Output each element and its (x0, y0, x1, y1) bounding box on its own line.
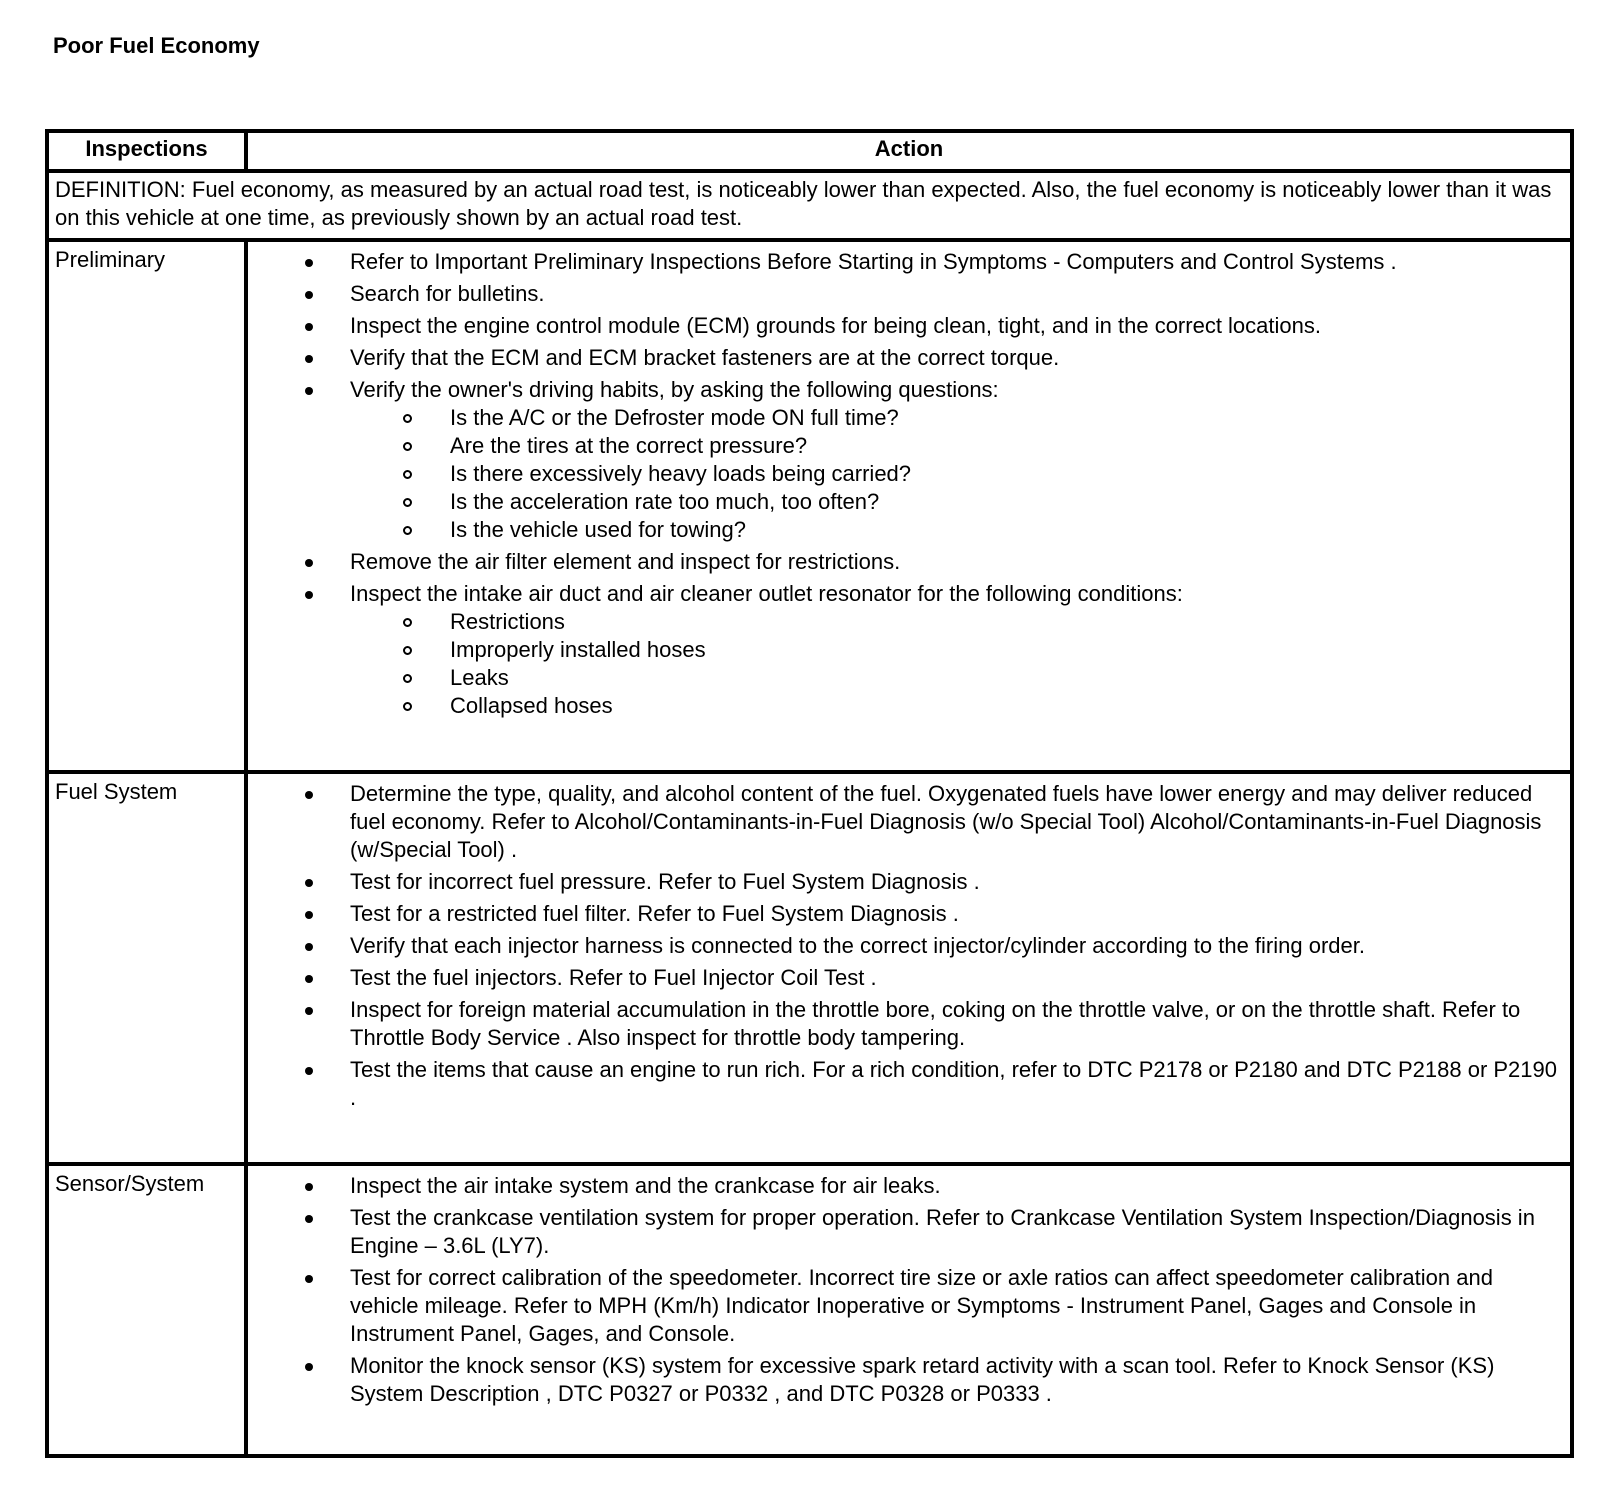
sub-item-text: Are the tires at the correct pressure? (450, 433, 808, 458)
sub-item-text: Is the vehicle used for towing? (450, 517, 746, 542)
item-text: Refer to Important Preliminary Inspections Before Starting in Symptoms - Computers and Control Systems . (350, 249, 1397, 274)
item-text: Verify that the ECM and ECM bracket fasteners are at the correct torque. (350, 345, 1060, 370)
sub-list-item (350, 516, 1562, 544)
list-item (248, 964, 1562, 992)
sub-list-item (350, 636, 1562, 664)
sub-item-text: Is the A/C or the Defroster mode ON full time? (450, 405, 899, 430)
list-item (248, 996, 1562, 1052)
item-text: Test for correct calibration of the speedometer. Incorrect tire size or axle ratios can affect speedometer calibration and vehicle mileage. Refer to MPH (Km/h) Indicator Inoperative or Symptoms - Instrument Panel, Gages and Console in Instrument Panel, Gages, and Console. (350, 1265, 1493, 1346)
bullet-icon (305, 1067, 313, 1075)
sub-list (350, 404, 1562, 544)
list-item (248, 1172, 1562, 1200)
header-inspections: Inspections (47, 131, 246, 171)
item-text: Inspect the intake air duct and air cleaner outlet resonator for the following conditions: (350, 581, 1183, 606)
item-text: Test for a restricted fuel filter. Refer to Fuel System Diagnosis . (350, 901, 959, 926)
action-list (248, 780, 1562, 1112)
header-action: Action (246, 131, 1572, 171)
item-text: Search for bulletins. (350, 281, 545, 306)
item-text: Test the fuel injectors. Refer to Fuel Injector Coil Test . (350, 965, 877, 990)
bullet-icon (305, 975, 313, 983)
bullet-icon (305, 791, 313, 799)
bullet-icon (305, 879, 313, 887)
list-item (248, 1056, 1562, 1112)
bullet-icon (305, 355, 313, 363)
list-item (248, 280, 1562, 308)
list-item (248, 548, 1562, 576)
circle-bullet-icon (403, 674, 412, 683)
bullet-icon (305, 1215, 313, 1223)
bullet-icon (305, 943, 313, 951)
sub-list-item (350, 460, 1562, 488)
row-actions (246, 1164, 1572, 1456)
page-title: Poor Fuel Economy (53, 33, 260, 58)
bullet-icon (305, 1183, 313, 1191)
sub-list-item (350, 404, 1562, 432)
item-text: Test for incorrect fuel pressure. Refer to Fuel System Diagnosis . (350, 869, 980, 894)
item-text: Verify the owner's driving habits, by asking the following questions: (350, 377, 999, 402)
row-actions (246, 240, 1572, 772)
bullet-icon (305, 323, 313, 331)
list-item (248, 780, 1562, 864)
bullet-icon (305, 1363, 313, 1371)
circle-bullet-icon (403, 414, 412, 423)
sub-item-text: Collapsed hoses (450, 693, 613, 718)
sub-item-text: Is there excessively heavy loads being carried? (450, 461, 912, 486)
item-text: Inspect the air intake system and the crankcase for air leaks. (350, 1173, 941, 1198)
circle-bullet-icon (403, 470, 412, 479)
item-text: Inspect the engine control module (ECM) grounds for being clean, tight, and in the correct locations. (350, 313, 1321, 338)
action-list (248, 1172, 1562, 1408)
circle-bullet-icon (403, 498, 412, 507)
list-item (248, 580, 1562, 720)
list-item (248, 868, 1562, 896)
action-list (248, 248, 1562, 720)
bullet-icon (305, 259, 313, 267)
sub-list-item (350, 488, 1562, 516)
list-item (248, 932, 1562, 960)
header-row (47, 131, 1572, 171)
bullet-icon (305, 291, 313, 299)
bullet-icon (305, 387, 313, 395)
item-text: Test the items that cause an engine to run rich. For a rich condition, refer to DTC P2178 or P2180 and DTC P2188 or P2190 . (350, 1057, 1557, 1110)
sub-item-text: Improperly installed hoses (450, 637, 706, 662)
sub-list-item (350, 608, 1562, 636)
list-item (248, 900, 1562, 928)
row-label: Preliminary (47, 240, 246, 772)
item-text: Monitor the knock sensor (KS) system for excessive spark retard activity with a scan tool. Refer to Knock Sensor (KS) System Description , DTC P0327 or P0332 , and DTC P0328 or P0333 . (350, 1353, 1495, 1406)
circle-bullet-icon (403, 526, 412, 535)
item-text: Test the crankcase ventilation system for proper operation. Refer to Crankcase Ventilation System Inspection/Diagnosis in Engine – 3.6L (LY7). (350, 1205, 1535, 1258)
sub-list (350, 608, 1562, 720)
sub-list-item (350, 432, 1562, 460)
diagnosis-table (45, 129, 1574, 1458)
list-item (248, 344, 1562, 372)
bullet-icon (305, 1275, 313, 1283)
definition-text: DEFINITION: Fuel economy, as measured by an actual road test, is noticeably lower than expected. Also, the fuel economy is noticeably lower than it was on this vehicle at one time, as previously shown by an actual road test. (47, 171, 1572, 240)
list-item (248, 376, 1562, 544)
row-label: Sensor/System (47, 1164, 246, 1456)
list-item (248, 312, 1562, 340)
bullet-icon (305, 911, 313, 919)
row-actions (246, 772, 1572, 1164)
circle-bullet-icon (403, 702, 412, 711)
bullet-icon (305, 591, 313, 599)
circle-bullet-icon (403, 442, 412, 451)
bullet-icon (305, 1007, 313, 1015)
list-item (248, 1352, 1562, 1408)
row-label: Fuel System (47, 772, 246, 1164)
sub-list-item (350, 692, 1562, 720)
definition-row (47, 171, 1572, 240)
bullet-icon (305, 559, 313, 567)
sub-list-item (350, 664, 1562, 692)
item-text: Remove the air filter element and inspect for restrictions. (350, 549, 901, 574)
table-row-preliminary (47, 240, 1572, 772)
table-row-sensor-system (47, 1164, 1572, 1456)
circle-bullet-icon (403, 618, 412, 627)
table-row-fuel-system (47, 772, 1572, 1164)
circle-bullet-icon (403, 646, 412, 655)
sub-item-text: Leaks (450, 665, 509, 690)
sub-item-text: Is the acceleration rate too much, too often? (450, 489, 880, 514)
item-text: Determine the type, quality, and alcohol content of the fuel. Oxygenated fuels have lower energy and may deliver reduced fuel economy. Refer to Alcohol/Contaminants-in-Fuel Diagnosis (w/o Special Tool) Alcohol/Contaminants-in-Fuel Diagnosis (w/Special Tool) . (350, 781, 1542, 862)
list-item (248, 1204, 1562, 1260)
item-text: Inspect for foreign material accumulation in the throttle bore, coking on the throttle valve, or on the throttle shaft. Refer to Throttle Body Service . Also inspect for throttle body tampering. (350, 997, 1521, 1050)
list-item (248, 1264, 1562, 1348)
sub-item-text: Restrictions (450, 609, 565, 634)
list-item (248, 248, 1562, 276)
item-text: Verify that each injector harness is connected to the correct injector/cylinder according to the firing order. (350, 933, 1365, 958)
